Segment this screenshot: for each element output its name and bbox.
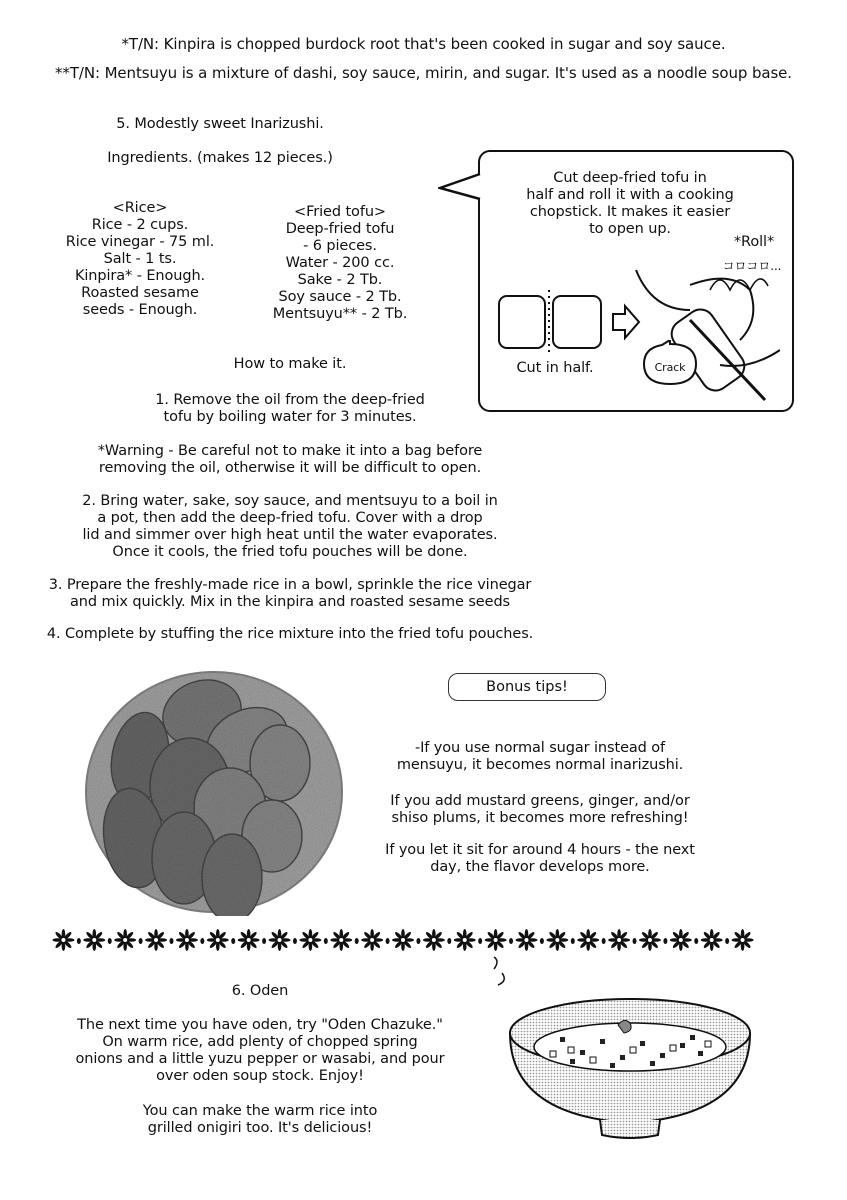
oden-paragraph: The next time you have oden, try "Oden Chazuke." On warm rice, add plenty of chopped spring onions and a little yuzu pepper or wasabi, and pour over oden soup stock. Enjoy!	[75, 1017, 445, 1084]
flower-ornament-icon	[238, 929, 260, 951]
translator-note-mentsuyu: **T/N: Mentsuyu is a mixture of dashi, soy sauce, mirin, and sugar. It's used as a noodle soup base.	[55, 64, 792, 82]
fried-tofu-ingredients	[240, 204, 440, 323]
tofu-cut-illustration	[495, 290, 645, 360]
flower-ornament-icon	[732, 929, 754, 951]
flower-ornament-icon	[114, 929, 136, 951]
tofu-pouch	[202, 834, 262, 916]
flower-ornament-icon	[701, 929, 723, 951]
step-2: 2. Bring water, sake, soy sauce, and mentsuyu to a boil in a pot, then add the deep-fried tofu. Cover with a drop lid and simmer over high heat until the water evaporates. Once it cools, the fried tofu pouches will be done.	[82, 493, 498, 560]
oden-chazuke-bowl	[490, 955, 780, 1145]
bubble-text: Cut deep-fried tofu in half and roll it with a cooking chopstick. It makes it easier to open up.	[526, 170, 734, 237]
divider-dot	[108, 938, 112, 944]
divider-dot	[139, 938, 143, 944]
bonus-tip: -If you use normal sugar instead of mensuyu, it becomes normal inarizushi.	[396, 740, 684, 773]
flower-ornament-icon	[52, 929, 74, 951]
flower-divider	[48, 925, 758, 955]
step-3: 3. Prepare the freshly-made rice in a bowl, sprinkle the rice vinegar and mix quickly. Mix in the kinpira and roasted sesame seeds	[48, 577, 532, 610]
flower-ornament-icon	[454, 929, 476, 951]
divider-dot	[633, 938, 637, 944]
oden-paragraph: You can make the warm rice into grilled onigiri too. It's delicious!	[142, 1103, 378, 1136]
flower-ornament-icon	[423, 929, 445, 951]
korokoro-sfx: コロコロ...	[722, 259, 782, 273]
how-to-heading: How to make it.	[233, 356, 347, 372]
flower-ornament-icon	[608, 929, 630, 951]
divider-dot	[262, 938, 266, 944]
divider-dot	[447, 938, 451, 944]
divider-dot	[540, 938, 544, 944]
bonus-tip: If you let it sit for around 4 hours - the next day, the flavor develops more.	[385, 842, 695, 875]
flower-ornament-icon	[207, 929, 229, 951]
rice-item: Rice - 2 cups.	[91, 217, 189, 233]
roll-sfx: *Roll*	[733, 234, 775, 250]
divider-dot	[478, 938, 482, 944]
divider-dot	[77, 938, 81, 944]
divider-dot	[324, 938, 328, 944]
divider-dot	[200, 938, 204, 944]
flower-ornament-icon	[670, 929, 692, 951]
translator-note-kinpira: *T/N: Kinpira is chopped burdock root that's been cooked in sugar and soy sauce.	[121, 35, 726, 53]
flower-ornament-icon	[176, 929, 198, 951]
flower-ornament-icon	[515, 929, 537, 951]
flower-ornament-icon	[330, 929, 352, 951]
recipe-title-inarizushi: 5. Modestly sweet Inarizushi.	[116, 116, 324, 132]
inarizushi-plate-photo	[82, 668, 346, 916]
bonus-tip: If you add mustard greens, ginger, and/or shiso plums, it becomes more refreshing!	[390, 793, 690, 826]
flower-ornament-icon	[577, 929, 599, 951]
ingredients-heading: Ingredients. (makes 12 pieces.)	[107, 150, 333, 166]
flower-ornament-icon	[639, 929, 661, 951]
divider-dot	[355, 938, 359, 944]
flower-ornament-icon	[145, 929, 167, 951]
fried-tofu-item: Soy sauce - 2 Tb.	[278, 289, 402, 305]
flower-ornament-icon	[361, 929, 383, 951]
divider-dot	[694, 938, 698, 944]
rolling-tofu-illustration	[630, 250, 780, 410]
warning-note: *Warning - Be careful not to make it into a bag before removing the oil, otherwise it will be difficult to open.	[97, 443, 483, 476]
flower-ornament-icon	[299, 929, 321, 951]
step-1: 1. Remove the oil from the deep-fried tofu by boiling water for 3 minutes.	[155, 392, 425, 425]
rice-item: Rice vinegar - 75 ml.	[65, 234, 215, 250]
divider-dot	[293, 938, 297, 944]
divider-dot	[602, 938, 606, 944]
flower-ornament-icon	[269, 929, 291, 951]
tofu-half-right	[553, 296, 601, 348]
bonus-tips-label: Bonus tips!	[448, 673, 606, 701]
divider-dot	[416, 938, 420, 944]
flower-ornament-icon	[546, 929, 568, 951]
divider-dot	[663, 938, 667, 944]
rice-item: Salt - 1 ts.	[103, 251, 177, 267]
tofu-half-left	[499, 296, 545, 348]
rice-item: Kinpira* - Enough.	[74, 268, 206, 284]
flower-ornament-icon	[392, 929, 414, 951]
fried-tofu-item: Mentsuyu** - 2 Tb.	[272, 306, 408, 322]
step-4: 4. Complete by stuffing the rice mixture into the fried tofu pouches.	[46, 626, 534, 642]
crack-sfx: Crack	[654, 361, 686, 374]
fried-tofu-item: Water - 200 cc.	[285, 255, 395, 271]
rice-ingredients	[40, 200, 240, 319]
flower-ornament-icon	[83, 929, 105, 951]
divider-dot	[169, 938, 173, 944]
flower-ornament-icon	[485, 929, 507, 951]
rice-item: Roasted sesame seeds - Enough.	[81, 285, 199, 318]
recipe-title-oden: 6. Oden	[231, 983, 289, 999]
fried-tofu-item: Sake - 2 Tb.	[297, 272, 383, 288]
rice-heading: <Rice>	[112, 200, 168, 216]
divider-dot	[571, 938, 575, 944]
divider-dot	[509, 938, 513, 944]
divider-dot	[231, 938, 235, 944]
cut-in-half-label: Cut in half.	[516, 360, 594, 376]
fried-tofu-item: Deep-fried tofu - 6 pieces.	[285, 221, 395, 254]
divider-dot	[725, 938, 729, 944]
fried-tofu-heading: <Fried tofu>	[294, 204, 386, 220]
bubble-tail	[438, 172, 484, 202]
divider-dot	[386, 938, 390, 944]
